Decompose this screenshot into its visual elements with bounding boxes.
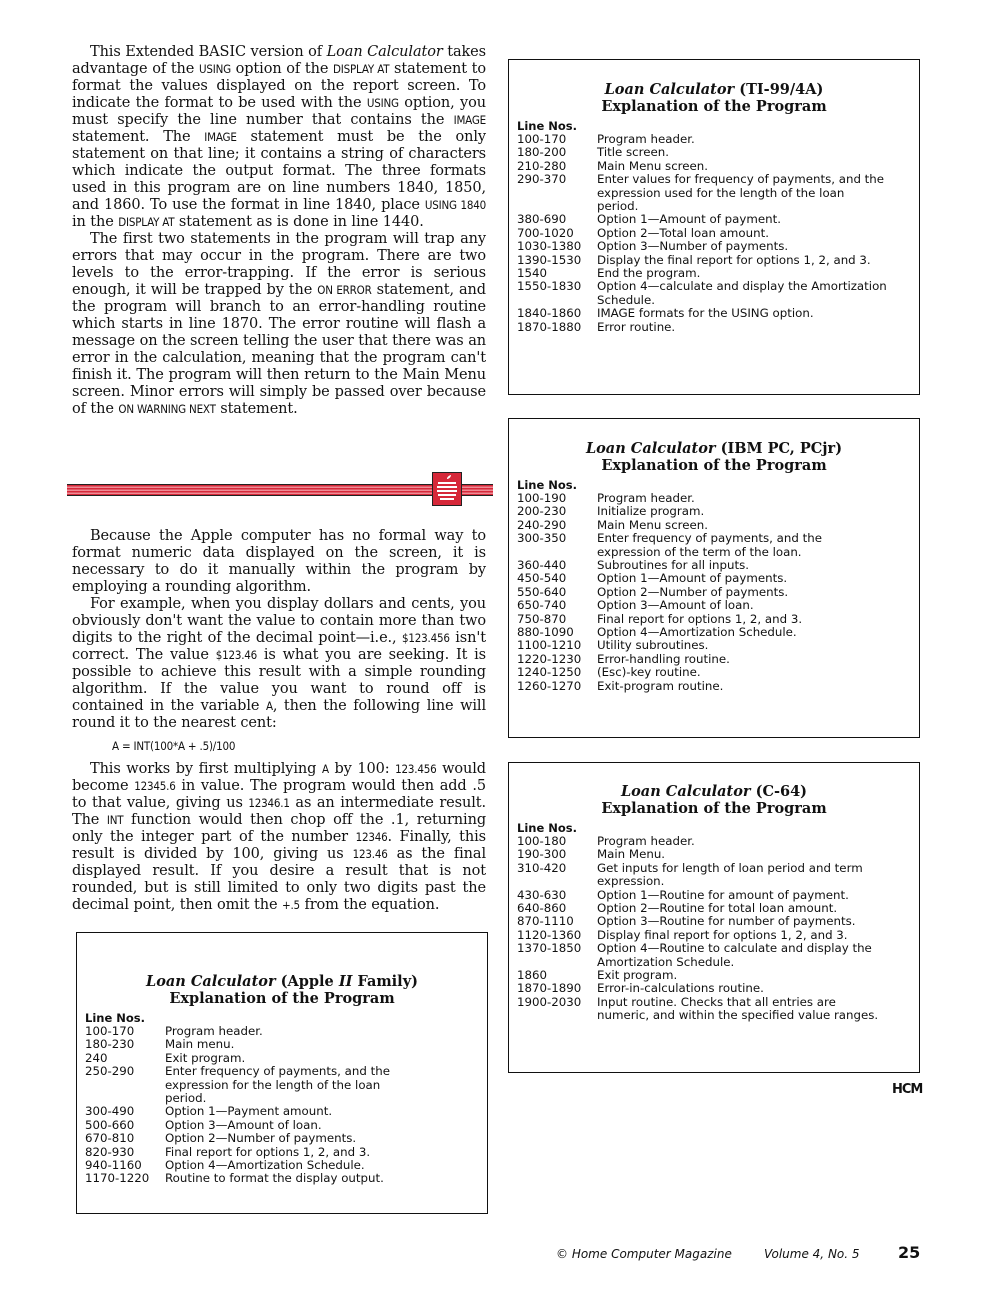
box-title: Loan Calculator (TI-99/4A) [604,81,824,98]
line-number: 650-740 [517,598,567,613]
line-description: Initialize program. [597,504,705,519]
table-row [85,1119,425,1132]
line-number: 1390-1530 [517,252,582,267]
line-description: Error routine. [597,319,676,334]
line-description: Error-in-calculations routine. [597,981,764,996]
line-number: 1900-2030 [517,994,582,1009]
table-row [517,862,889,889]
line-description: Option 1—Amount of payment. [597,212,781,227]
rounding-formula: A = INT(100*A + .5)/100 [112,739,236,753]
paragraph: For example, when you display dollars and cents, you obviously don't want the value to contain more than two digits to the right of the decimal point—i.e., $123.456 isn't correct. The value $123.46 is what you are seeking. It is possible to achieve this result with a simple rounding algorithm. If the value you want to round off is contained in the variable A, then the following line will round it to the nearest cent: [72,596,486,731]
line-nos-header: Line Nos. [517,478,577,492]
line-number: 670-810 [85,1131,135,1146]
table-row [85,1172,425,1185]
table-row [517,492,889,505]
line-description: (Esc)-key routine. [597,665,701,680]
line-description: Option 1—Amount of payments. [597,571,788,586]
table-row [517,969,889,982]
line-description: Program header. [597,132,695,146]
line-number: 190-300 [517,847,567,862]
table-row [517,519,889,532]
apple-icon [432,472,462,506]
table-row [517,639,889,652]
line-nos-header: Line Nos. [85,1011,145,1025]
line-number: 880-1090 [517,625,574,640]
line-description: Input routine. Checks that all entries are numeric, and within the specified value ranges. [597,994,879,1023]
page-number: 25 [898,1243,921,1262]
table-row [517,267,889,280]
line-description: Main menu. [165,1037,235,1052]
line-description: Final report for options 1, 2, and 3. [597,611,803,626]
table-row [517,680,889,693]
line-table [517,492,889,693]
line-description: Option 4—Amortization Schedule. [165,1158,365,1173]
table-row [517,915,889,928]
table-row [85,1052,425,1065]
line-table [517,133,889,334]
line-number: 1260-1270 [517,678,582,693]
table-row [517,572,889,585]
line-description: Enter frequency of payments, and the expression of the term of the loan. [597,531,822,559]
box-ti99 [508,59,920,395]
line-description: Option 2—Routine for total loan amount. [597,901,838,916]
line-description: IMAGE formats for the USING option. [597,306,814,321]
line-number: 360-440 [517,558,567,573]
line-description: Title screen. [597,145,669,160]
table-row [85,1132,425,1145]
line-description: Main Menu screen. [597,158,709,173]
line-number: 240 [85,1050,108,1065]
line-description: Get inputs for length of loan period and term expression. [597,860,863,889]
line-description: Main Menu. [597,847,666,862]
table-row [85,1025,425,1038]
box-title: Loan Calculator (Apple II Family) [146,973,418,990]
line-nos-header: Line Nos. [517,821,577,835]
line-description: Option 2—Total loan amount. [597,225,769,240]
table-row [517,902,889,915]
line-number: 290-370 [517,172,567,187]
box-title: Loan Calculator (C-64) [620,783,808,800]
section-divider [67,484,493,496]
line-description: Option 3—Amount of loan. [597,598,754,613]
box-ibm [508,418,920,738]
line-number: 640-860 [517,901,567,916]
line-table [517,835,889,1023]
box-subtitle: Explanation of the Program [601,800,827,817]
table-row [517,586,889,599]
box-subtitle: Explanation of the Program [601,98,827,115]
line-description: Display final report for options 1, 2, and 3. [597,927,848,942]
line-number: 180-230 [85,1037,135,1052]
box-title: Loan Calculator (IBM PC, PCjr) [585,440,843,457]
table-row [517,626,889,639]
line-number: 870-1110 [517,914,574,929]
paragraph: Because the Apple computer has no formal way to format numeric data displayed on the screen, it is necessary to do it manually within the program by employing a rounding algorithm. [72,528,486,595]
footer-publisher: © Home Computer Magazine [556,1247,732,1261]
article-lower-text [72,528,486,914]
table-row [517,307,889,320]
line-number: 1170-1220 [85,1171,150,1186]
line-number: 380-690 [517,212,567,227]
line-description: Option 2—Number of payments. [597,584,789,599]
table-row [517,505,889,518]
table-row [517,213,889,226]
line-description: Option 4—Amortization Schedule. [597,625,797,640]
line-number: 1100-1210 [517,638,582,653]
table-row [517,666,889,679]
table-row [517,942,889,969]
line-number: 180-200 [517,145,567,160]
article-upper-text [72,44,486,418]
line-number: 1840-1860 [517,306,582,321]
table-row [517,321,889,334]
line-number: 1370-1850 [517,941,582,956]
line-number: 700-1020 [517,225,574,240]
line-number: 1870-1890 [517,981,582,996]
line-number: 1540 [517,266,548,281]
line-number: 200-230 [517,504,567,519]
table-row [517,146,889,159]
table-row [85,1038,425,1051]
paragraph: This works by first multiplying A by 100: 123.456 would become 12345.6 in value. The program would then add .5 to that value, giving us 12346.1 as an intermediate result. The INT function would then chop off the .1, returning only the integer part of the number 12346. Finally, this result is divided by 100, giving us 123.46 as the final displayed result. If you desire a result that is not rounded, but is still limited to only two digits past the decimal point, then omit the +.5 from the equation. [72,761,486,913]
table-row [517,160,889,173]
line-description: Exit program. [597,968,678,983]
table-row [517,173,889,213]
line-number: 300-490 [85,1104,135,1119]
table-row [517,532,889,559]
table-row [85,1159,425,1172]
table-row [517,848,889,861]
line-number: 940-1160 [85,1158,142,1173]
paragraph: This Extended BASIC version of Loan Calculator takes advantage of the USING option of the DISPLAY AT statement to format the values displayed on the report screen. To indicate the format to be used with the USING option, you must specify the line number that contains the IMAGE statement. The IMAGE statement must be the only statement on that line; it contains a string of characters which indicate the output format. The three formats used in this program are on line numbers 1840, 1850, and 1860. To use the format in line 1840, place USING 1840 in the DISPLAY AT statement as is done in line 1440. [72,44,486,230]
line-number: 430-630 [517,887,567,902]
box-c64 [508,762,920,1073]
table-row [85,1105,425,1118]
line-number: 1030-1380 [517,239,582,254]
line-number: 1220-1230 [517,651,582,666]
line-number: 1870-1880 [517,319,582,334]
footer-issue: Volume 4, No. 5 [764,1247,860,1261]
paragraph: The first two statements in the program will trap any errors that may occur in the program. There are two levels to the error-trapping. If the error is serious enough, it will be trapped by the ON ERROR statement, and the program will branch to an error-handling routine which starts in line 1870. The error routine will flash a message on the screen telling the user that there was an error in the calculation, meaning that the program can't finish it. The program will then return to the Main Menu screen. Minor errors will simply be passed over because of the ON WARNING NEXT statement. [72,231,486,417]
line-number: 750-870 [517,611,567,626]
line-description: Option 4—Routine to calculate and display the Amortization Schedule. [597,941,872,969]
box-subtitle: Explanation of the Program [601,457,827,474]
table-row [517,559,889,572]
line-description: Program header. [165,1024,263,1038]
line-description: Enter values for frequency of payments, and the expression used for the length of the loan period. [597,172,885,214]
line-number: 210-280 [517,158,567,173]
line-description: Subroutines for all inputs. [597,558,750,573]
line-description: Option 2—Number of payments. [165,1131,357,1146]
line-number: 100-170 [85,1024,135,1038]
line-description: Option 3—Number of payments. [597,239,789,254]
line-description: Option 1—Routine for amount of payment. [597,887,849,902]
line-description: Option 3—Routine for number of payments. [597,914,856,929]
table-row [517,929,889,942]
line-number: 500-660 [85,1117,135,1132]
table-row [517,996,889,1023]
line-description: Enter frequency of payments, and the expression for the length of the loan period. [165,1064,390,1106]
line-description: Option 1—Payment amount. [165,1104,333,1119]
line-description: Final report for options 1, 2, and 3. [165,1144,371,1159]
line-nos-header: Line Nos. [517,119,577,133]
line-number: 1240-1250 [517,665,582,680]
table-row [517,599,889,612]
line-description: Program header. [597,834,695,848]
line-description: Exit-program routine. [597,678,724,693]
line-number: 550-640 [517,584,567,599]
line-description: Option 4—calculate and display the Amortization Schedule. [597,279,887,307]
line-description: Program header. [597,491,695,505]
line-number: 1860 [517,968,548,983]
table-row [517,240,889,253]
line-description: Exit program. [165,1050,246,1065]
line-number: 820-930 [85,1144,135,1159]
table-row [517,227,889,240]
line-number: 250-290 [85,1064,135,1079]
line-description: Main Menu screen. [597,517,709,532]
line-number: 450-540 [517,571,567,586]
table-row [517,889,889,902]
table-row [85,1146,425,1159]
line-description: Routine to format the display output. [165,1171,384,1186]
line-number: 1550-1830 [517,279,582,294]
line-number: 310-420 [517,860,567,875]
line-table [85,1025,425,1186]
line-number: 1120-1360 [517,927,582,942]
line-description: Utility subroutines. [597,638,709,653]
line-number: 300-350 [517,531,567,546]
table-row [517,280,889,307]
line-description: Display the final report for options 1, 2, and 3. [597,252,871,267]
table-row [517,653,889,666]
line-number: 100-190 [517,491,567,505]
line-number: 100-180 [517,834,567,848]
hcm-signature: HCM [892,1082,923,1097]
line-description: Option 3—Amount of loan. [165,1117,322,1132]
box-apple [76,932,488,1214]
table-row [85,1065,425,1105]
table-row [517,254,889,267]
line-number: 100-170 [517,132,567,146]
table-row [517,613,889,626]
line-description: Error-handling routine. [597,651,730,666]
table-row [517,835,889,848]
table-row [517,133,889,146]
line-number: 240-290 [517,517,567,532]
line-description: End the program. [597,266,701,281]
box-subtitle: Explanation of the Program [169,990,395,1007]
table-row [517,982,889,995]
